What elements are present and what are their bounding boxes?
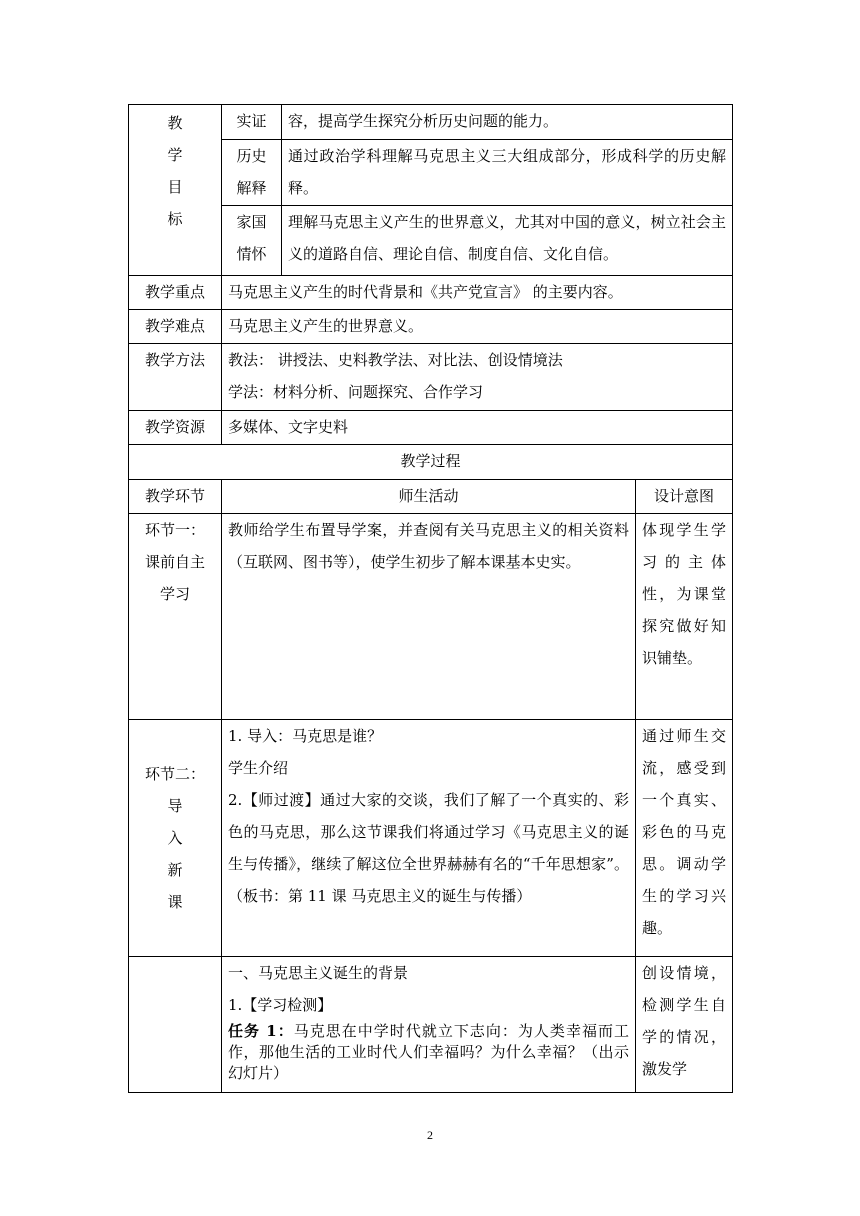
activity-paragraph: 1.【学习检测】 <box>228 996 333 1014</box>
activity-paragraph: 一、马克思主义诞生的背景 <box>228 964 409 982</box>
key-points-label: 教学重点 <box>129 276 222 310</box>
stage-activity: 教师给学生布置导学案，并查阅有关马克思主义的相关资料（互联网、图书等），使学生初步了解本课基本史实。 <box>222 514 636 720</box>
stage-intent: 通过师生交流，感受到一个真实、彩色的马克思。调动学生的学习兴趣。 <box>636 720 733 957</box>
stage-label <box>129 957 222 1093</box>
process-title-row <box>129 445 733 480</box>
stage-label <box>129 514 222 720</box>
stage-label-line: 学习 <box>159 585 190 603</box>
task-paragraph <box>228 1021 629 1084</box>
objectives-label-char: 目 <box>167 178 183 196</box>
objective-sub-label-text: 情怀 <box>236 245 267 263</box>
process-header-row <box>129 480 733 514</box>
objective-text: 容，提高学生探究分析历史问题的能力。 <box>282 105 733 140</box>
objective-sub-label-text: 解释 <box>236 179 267 197</box>
objective-sub-label-text: 实证 <box>236 112 267 130</box>
key-points-row <box>129 276 733 310</box>
resources-text: 多媒体、文字史料 <box>222 411 733 445</box>
objective-text: 通过政治学科理解马克思主义三大组成部分，形成科学的历史解释。 <box>282 140 733 206</box>
difficulty-label: 教学难点 <box>129 310 222 344</box>
stage-label <box>129 720 222 957</box>
objective-text: 理解马克思主义产生的世界意义，尤其对中国的意义，树立社会主义的道路自信、理论自信、制度自信、文化自信。 <box>282 206 733 276</box>
header-activity: 师生活动 <box>222 480 636 514</box>
objectives-label-char: 标 <box>167 210 183 228</box>
objective-sub-label <box>222 105 282 140</box>
stage-label-line: 课前自主 <box>144 553 205 571</box>
activity-paragraph: 学生介绍 <box>228 759 289 777</box>
stage-label-line: 入 <box>167 829 183 847</box>
teaching-method-line: 教法： 讲授法、史料教学法、对比法、创设情境法 <box>228 351 563 369</box>
objectives-label <box>129 105 222 276</box>
stage-label-line: 导 <box>167 797 183 815</box>
methods-row <box>129 344 733 411</box>
activity-paragraph: 2.【师过渡】通过大家的交谈，我们了解了一个真实的、彩色的马克思，那么这节课我们将通过学习《马克思主义的诞生与传播》，继续了解这位全世界赫赫有名的“千年思想家”。（板书：第 11 课 马克思主义的诞生与传播） <box>228 791 629 905</box>
objective-sub-label <box>222 140 282 206</box>
objective-sub-label-text: 历史 <box>236 147 267 165</box>
header-stage: 教学环节 <box>129 480 222 514</box>
task-text: 马克思在中学时代就立下志向：为人类幸福而工作，那他生活的工业时代人们幸福吗？为什么幸福？（出示幻灯片） <box>228 1022 629 1082</box>
methods-text <box>222 344 733 411</box>
stage-intent: 体现学生学习的主体性，为课堂探究做好知识铺垫。 <box>636 514 733 720</box>
resources-label: 教学资源 <box>129 411 222 445</box>
objectives-label-char: 学 <box>167 146 183 164</box>
activity-paragraph: 1. 导入：马克思是谁？ <box>228 727 383 745</box>
stage-activity <box>222 957 636 1093</box>
stage-intent: 创设情境，检测学生自学的情况，激发学 <box>636 957 733 1093</box>
resources-row <box>129 411 733 445</box>
objectives-label-char: 教 <box>167 114 183 132</box>
key-points-text: 马克思主义产生的时代背景和《共产党宣言》 的主要内容。 <box>222 276 733 310</box>
objective-row <box>129 105 733 140</box>
page-number: 2 <box>427 1128 433 1142</box>
stage-row <box>129 514 733 720</box>
difficulty-row <box>129 310 733 344</box>
methods-label: 教学方法 <box>129 344 222 411</box>
stage-row <box>129 720 733 957</box>
stage-label-line: 课 <box>167 893 183 911</box>
process-title: 教学过程 <box>129 445 733 480</box>
difficulty-text: 马克思主义产生的世界意义。 <box>222 310 733 344</box>
stage-label-line: 环节一： <box>144 521 205 539</box>
header-intent: 设计意图 <box>636 480 733 514</box>
stage-activity <box>222 720 636 957</box>
objective-sub-label-text: 家国 <box>236 213 267 231</box>
stage-label-line: 新 <box>167 861 183 879</box>
stage-label-line: 环节二： <box>144 765 205 783</box>
task-label: 任务 1： <box>228 1022 294 1040</box>
stage-row <box>129 957 733 1093</box>
learning-method-line: 学法：材料分析、问题探究、合作学习 <box>228 383 484 401</box>
objective-sub-label <box>222 206 282 276</box>
lesson-plan-table <box>128 104 733 1093</box>
